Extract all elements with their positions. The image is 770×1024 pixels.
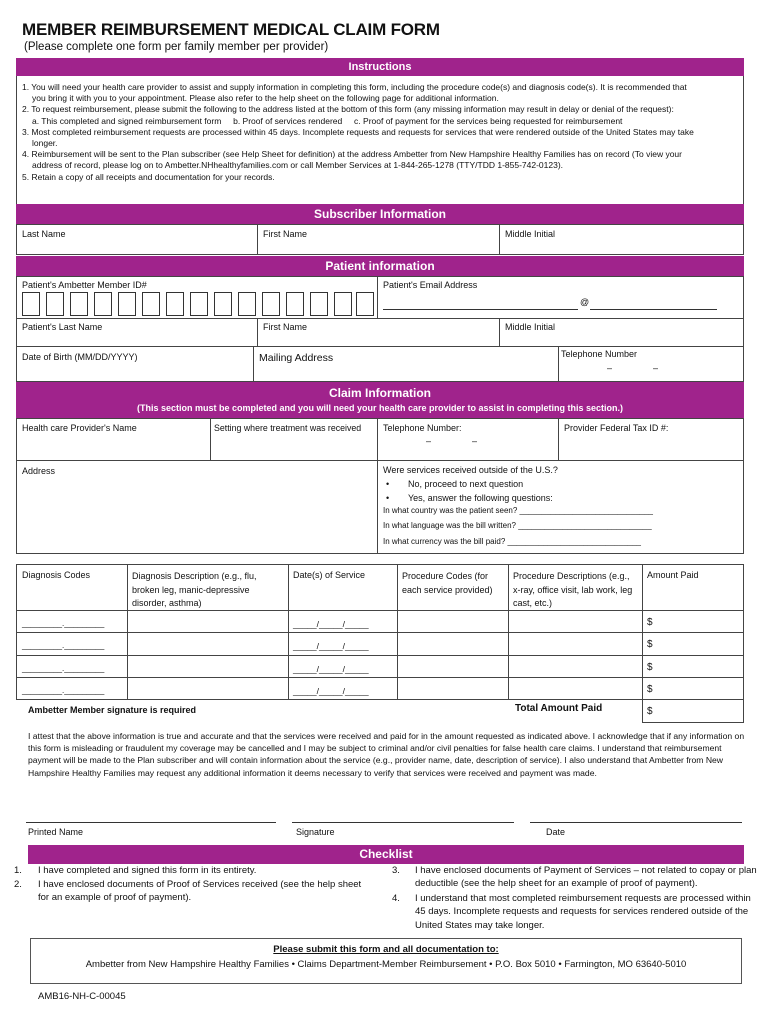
member-id-digit[interactable] (190, 292, 208, 316)
instructions-heading: Instructions (16, 58, 744, 76)
col-diagnosis-description: Diagnosis Description (e.g., flu, broken leg, manic-depressive disorder, asthma) (132, 571, 257, 608)
member-id-digit[interactable] (46, 292, 64, 316)
patient-dob-field[interactable] (16, 346, 254, 382)
option-yes[interactable] (383, 493, 553, 504)
amount-paid-input[interactable]: $ (647, 617, 653, 628)
instruction-1: 1. You will need your health care provider to assist and supply information in completing this form, including the procedure code(s) and diagnosis code(s). It is recommended that (22, 82, 687, 92)
member-id-digit[interactable] (22, 292, 40, 316)
patient-mailing-address-label: Mailing Address (259, 352, 334, 364)
instruction-4: 4. Reimbursement will be sent to the Plan subscriber (see Help Sheet for definition) at the address Ambetter from New Hampshire Healthy Families has on record (To view your (22, 149, 682, 160)
patient-email-label: Patient's Email Address (383, 280, 478, 290)
instruction-1-cont: you bring it with you to your appointment. Please also refer to the help sheet on the following page for additional information. (32, 93, 499, 104)
form-subtitle: (Please complete one form per family member per provider) (24, 41, 329, 53)
diagnosis-code-input[interactable]: _________._________ (22, 686, 105, 695)
patient-first-name-label: First Name (263, 322, 308, 332)
member-id-digit[interactable] (356, 292, 374, 316)
printed-name-field[interactable]: Printed Name (28, 827, 84, 837)
diagnosis-code-input[interactable]: _________._________ (22, 664, 105, 673)
form-title: MEMBER REIMBURSEMENT MEDICAL CLAIM FORM (22, 20, 440, 39)
telephone-dash: – (472, 436, 478, 446)
member-id-digit[interactable] (238, 292, 256, 316)
submit-address: Ambetter from New Hampshire Healthy Families • Claims Department-Member Reimbursement • P.O. Box 5010 • Farmington, MO 63640-5010 (85, 958, 687, 970)
instruction-4-cont: address of record, please log on to Ambetter.NHhealthyfamilies.com or call Member Services at 1-844-265-1278 (TTY/TDD 1-855-742-0123). (32, 160, 564, 171)
checklist-item-4 (392, 892, 760, 932)
treatment-setting-label: Setting where treatment was received (214, 423, 362, 433)
col-amount-paid: Amount Paid (647, 570, 699, 580)
subscriber-heading: Subscriber Information (16, 204, 744, 224)
patient-last-name-label: Patient's Last Name (22, 322, 103, 332)
checklist-item-3-text: I have enclosed documents of Payment of Services – not related to copay or plan deductible (see the help sheet for an example of proof of payment). (415, 865, 757, 890)
col-dates-of-service: Date(s) of Service (293, 570, 366, 580)
subscriber-first-name-field[interactable] (257, 224, 500, 255)
patient-dob-label: Date of Birth (MM/DD/YYYY) (22, 352, 138, 362)
checklist-item-1 (14, 864, 364, 877)
claim-heading-title: Claim Information (328, 386, 431, 400)
checklist-item-4-text: I understand that most completed reimbursement requests are processed within 45 days. Incomplete requests and requests for services rendered outside of the United States may take longer. (415, 893, 751, 931)
instructions-list (22, 82, 746, 183)
service-date-input[interactable]: _____/_____/_____ (293, 686, 369, 696)
checklist-number: 2. (14, 879, 22, 890)
patient-middle-initial-field[interactable] (499, 318, 744, 347)
amount-paid-input[interactable]: $ (647, 662, 653, 673)
member-id-digit[interactable] (334, 292, 352, 316)
option-no-label: No, proceed to next question (408, 479, 524, 489)
member-id-digit[interactable] (262, 292, 280, 316)
member-id-digit[interactable] (286, 292, 304, 316)
member-id-digit[interactable] (142, 292, 160, 316)
signature-field[interactable]: Signature (296, 827, 335, 837)
member-id-digit[interactable] (118, 292, 136, 316)
outside-us-section (377, 460, 744, 554)
telephone-dash: – (653, 363, 659, 373)
email-at-sign: @ (580, 297, 590, 307)
outside-us-question: Were services received outside of the U.S.? (383, 465, 558, 475)
claim-heading-note: (This section must be completed and you will need your health care provider to assist in completing this section.) (136, 402, 624, 413)
service-date-input[interactable]: _____/_____/_____ (293, 664, 369, 674)
checklist-number: 4. (392, 893, 400, 904)
provider-address-field[interactable] (16, 460, 378, 554)
subscriber-last-name-label: Last Name (22, 229, 66, 239)
language-question[interactable]: In what language was the bill written? ______________________________ (383, 521, 652, 530)
checklist-number: 3. (392, 865, 400, 876)
treatment-setting-field[interactable] (210, 418, 378, 461)
member-id-digit[interactable] (70, 292, 88, 316)
col-diagnosis-codes: Diagnosis Codes (22, 570, 91, 580)
bullet-icon: • (386, 479, 390, 489)
date-field[interactable]: Date (546, 827, 566, 837)
attestation-text: I attest that the above information is true and accurate and that the services were received and paid for in the amount requested as indicated above. I acknowledge that if any information on this form is misleading or fraudulent my coverage may be cancelled and I may be subject to criminal and/or civil penalties for false health care claims. I understand that reimbursement payment will be made to the Plan subscriber and will contain information about the service (e.g., provider name, date, description of service). I also understand that Ambetter from New Hampshire Healthy Families may request any additional information it deems necessary to verify that services were received and payment was made. (28, 731, 745, 778)
patient-heading: Patient information (16, 256, 744, 276)
patient-last-name-field[interactable] (16, 318, 258, 347)
patient-middle-initial-label: Middle Initial (505, 322, 556, 332)
amount-paid-input[interactable]: $ (647, 639, 653, 650)
currency-question[interactable]: In what currency was the bill paid? ______________________________ (383, 537, 641, 546)
diagnosis-code-input[interactable]: _________._________ (22, 641, 105, 650)
diagnosis-code-input[interactable]: _________._________ (22, 619, 105, 628)
provider-telephone-label: Telephone Number: (383, 423, 462, 433)
member-id-digit[interactable] (94, 292, 112, 316)
provider-tax-id-field[interactable] (558, 418, 744, 461)
instruction-5: 5. Retain a copy of all receipts and documentation for your records. (22, 171, 275, 182)
instruction-2-sub: a. This completed and signed reimbursement form b. Proof of services rendered c. Proof of payment for the services being requested for reimbursement (32, 115, 623, 126)
instruction-2: 2. To request reimbursement, please submit the following to the address listed at the bottom of this form (any missing information may result in delay or denial of the request): (22, 104, 674, 115)
instruction-3-cont: longer. (32, 138, 58, 149)
telephone-dash: – (607, 363, 613, 373)
member-id-digit[interactable] (166, 292, 184, 316)
signature-required-note: Ambetter Member signature is required (28, 705, 197, 715)
checklist-item-2-text: I have enclosed documents of Proof of Services received (see the help sheet for an example of proof of payment). (38, 879, 362, 904)
country-question[interactable]: In what country was the patient seen? ______________________________ (383, 506, 654, 515)
patient-telephone-field[interactable] (558, 346, 744, 382)
col-procedure-descriptions: Procedure Descriptions (e.g., x-ray, office visit, lab work, leg cast, etc.) (513, 571, 633, 608)
option-no[interactable] (383, 479, 523, 490)
checklist-item-2 (14, 878, 366, 905)
member-id-digit[interactable] (214, 292, 232, 316)
instruction-3: 3. Most completed reimbursement requests are processed within 45 days. Incomplete requests and requests for services that were rendered outside of the United States may take (22, 126, 694, 137)
subscriber-middle-initial-field[interactable] (499, 224, 744, 255)
amount-paid-input[interactable]: $ (647, 684, 653, 695)
checklist-heading: Checklist (28, 845, 744, 864)
form-code: AMB16-NH-C-00045 (38, 991, 126, 1002)
service-date-input[interactable]: _____/_____/_____ (293, 619, 369, 629)
service-date-input[interactable]: _____/_____/_____ (293, 641, 369, 651)
telephone-dash: – (426, 436, 432, 446)
provider-tax-id-label: Provider Federal Tax ID #: (564, 423, 669, 433)
submit-address-box (30, 938, 742, 984)
col-procedure-codes: Procedure Codes (for each service provided) (402, 571, 493, 595)
checklist-item-1-text: I have completed and signed this form in its entirety. (38, 865, 257, 876)
claim-heading (16, 382, 744, 418)
checklist-number: 1. (14, 865, 22, 876)
checklist-item-3 (392, 864, 760, 891)
provider-telephone-field[interactable] (377, 418, 559, 461)
patient-member-id-label: Patient's Ambetter Member ID# (22, 280, 147, 290)
provider-name-label: Health care Provider's Name (22, 423, 137, 433)
subscriber-last-name-field[interactable] (16, 224, 258, 255)
member-id-digit[interactable] (310, 292, 328, 316)
patient-mailing-address-field[interactable] (253, 346, 559, 382)
subscriber-first-name-label: First Name (263, 229, 308, 239)
total-amount-input[interactable]: $ (647, 706, 653, 717)
option-yes-label: Yes, answer the following questions: (408, 493, 553, 503)
subscriber-middle-initial-label: Middle Initial (505, 229, 556, 239)
submit-heading: Please submit this form and all documentation to: (273, 944, 499, 955)
patient-first-name-field[interactable] (257, 318, 500, 347)
bullet-icon: • (386, 493, 390, 503)
total-amount-label: Total Amount Paid (515, 703, 603, 714)
provider-name-field[interactable] (16, 418, 211, 461)
patient-email-field[interactable] (377, 276, 744, 319)
provider-address-label: Address (22, 466, 56, 476)
patient-telephone-label: Telephone Number (561, 349, 638, 359)
